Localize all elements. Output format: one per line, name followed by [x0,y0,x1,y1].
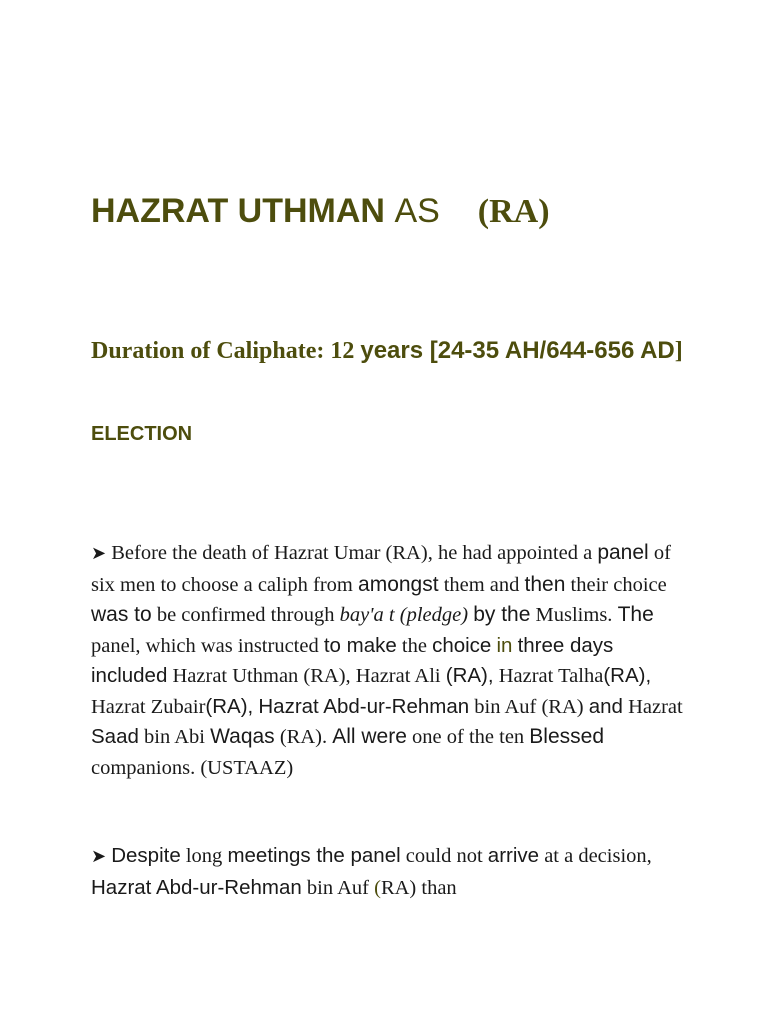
text-run: the [401,634,427,657]
text-run: bin Abi [144,726,205,748]
text-run: bin Auf (RA) [474,695,584,718]
text-run: Muslims. [535,604,613,626]
text-run: Saad [91,725,139,748]
text-run: them and [443,573,520,596]
text-run: could not [405,845,483,867]
text-run: Waqas [210,725,275,748]
text-run: bin Auf [306,876,369,899]
duration-bracket: ] [674,338,683,364]
text-run: at a decision, [544,845,652,867]
document-title [91,189,550,234]
duration-label: Duration of Caliphate: 12 [91,338,355,364]
section-heading-election: ELECTION [91,423,193,445]
text-run: Hazrat Abd-ur-Rehman [258,694,470,718]
text-run: Hazrat [628,695,683,718]
text-run: (RA), [445,664,494,687]
text-run: meetings the panel [227,844,401,867]
duration-years: years [24-35 AH/644-656 AD [360,337,675,364]
text-run: be confirmed through [156,604,335,626]
text-run: by the [473,603,531,626]
text-run: Hazrat Abd-ur-Rehman [91,875,302,899]
arrow-bullet-icon: ➤ [91,543,107,564]
text-run: long [185,845,223,867]
title-ra: (RA) [477,193,550,230]
text-run: of six men to choose a caliph from [91,542,671,596]
text-run: , which was instructed [135,634,319,657]
text-run: All were [332,725,407,748]
text-run: to make [323,633,397,657]
text-run: Despite [111,844,181,867]
caliphate-duration-heading [91,334,691,368]
title-as: AS [394,192,440,230]
text-run: The [617,603,654,626]
text-run: three days included [91,633,614,687]
text-run: bay'a t (pledge) [339,604,469,626]
text-run: amongst [358,572,439,596]
title-name: HAZRAT UTHMAN [91,192,385,230]
text-run: Hazrat Zubair [91,695,206,718]
text-run: panel [597,541,649,564]
text-run: RA) than [380,876,457,899]
text-run: Blessed [529,725,605,748]
text-run: arrive [487,844,540,867]
text-run: panel [91,634,136,657]
text-run: (RA), [603,664,652,687]
text-run: their choice [570,573,667,596]
text-run: Hazrat Uthman (RA), Hazrat Ali [172,665,441,687]
text-run: then [524,572,566,596]
text-run: choice [432,633,492,657]
text-run: (RA). [279,726,328,748]
paragraph-election-1 [91,538,691,783]
text-run: one of the ten [412,726,525,748]
text-run: was to [91,603,152,626]
text-run: and [588,694,623,718]
text-run: (RA), [205,694,254,718]
text-run: companions. (USTAAZ) [91,756,294,779]
text-run: Before the death of Hazrat Umar (RA), he had appointed a [111,542,593,564]
text-run: Hazrat Talha [498,665,604,687]
paragraph-election-2 [91,841,691,903]
arrow-bullet-icon: ➤ [91,846,107,867]
text-run: ( [374,876,381,899]
text-run: in [496,633,513,657]
